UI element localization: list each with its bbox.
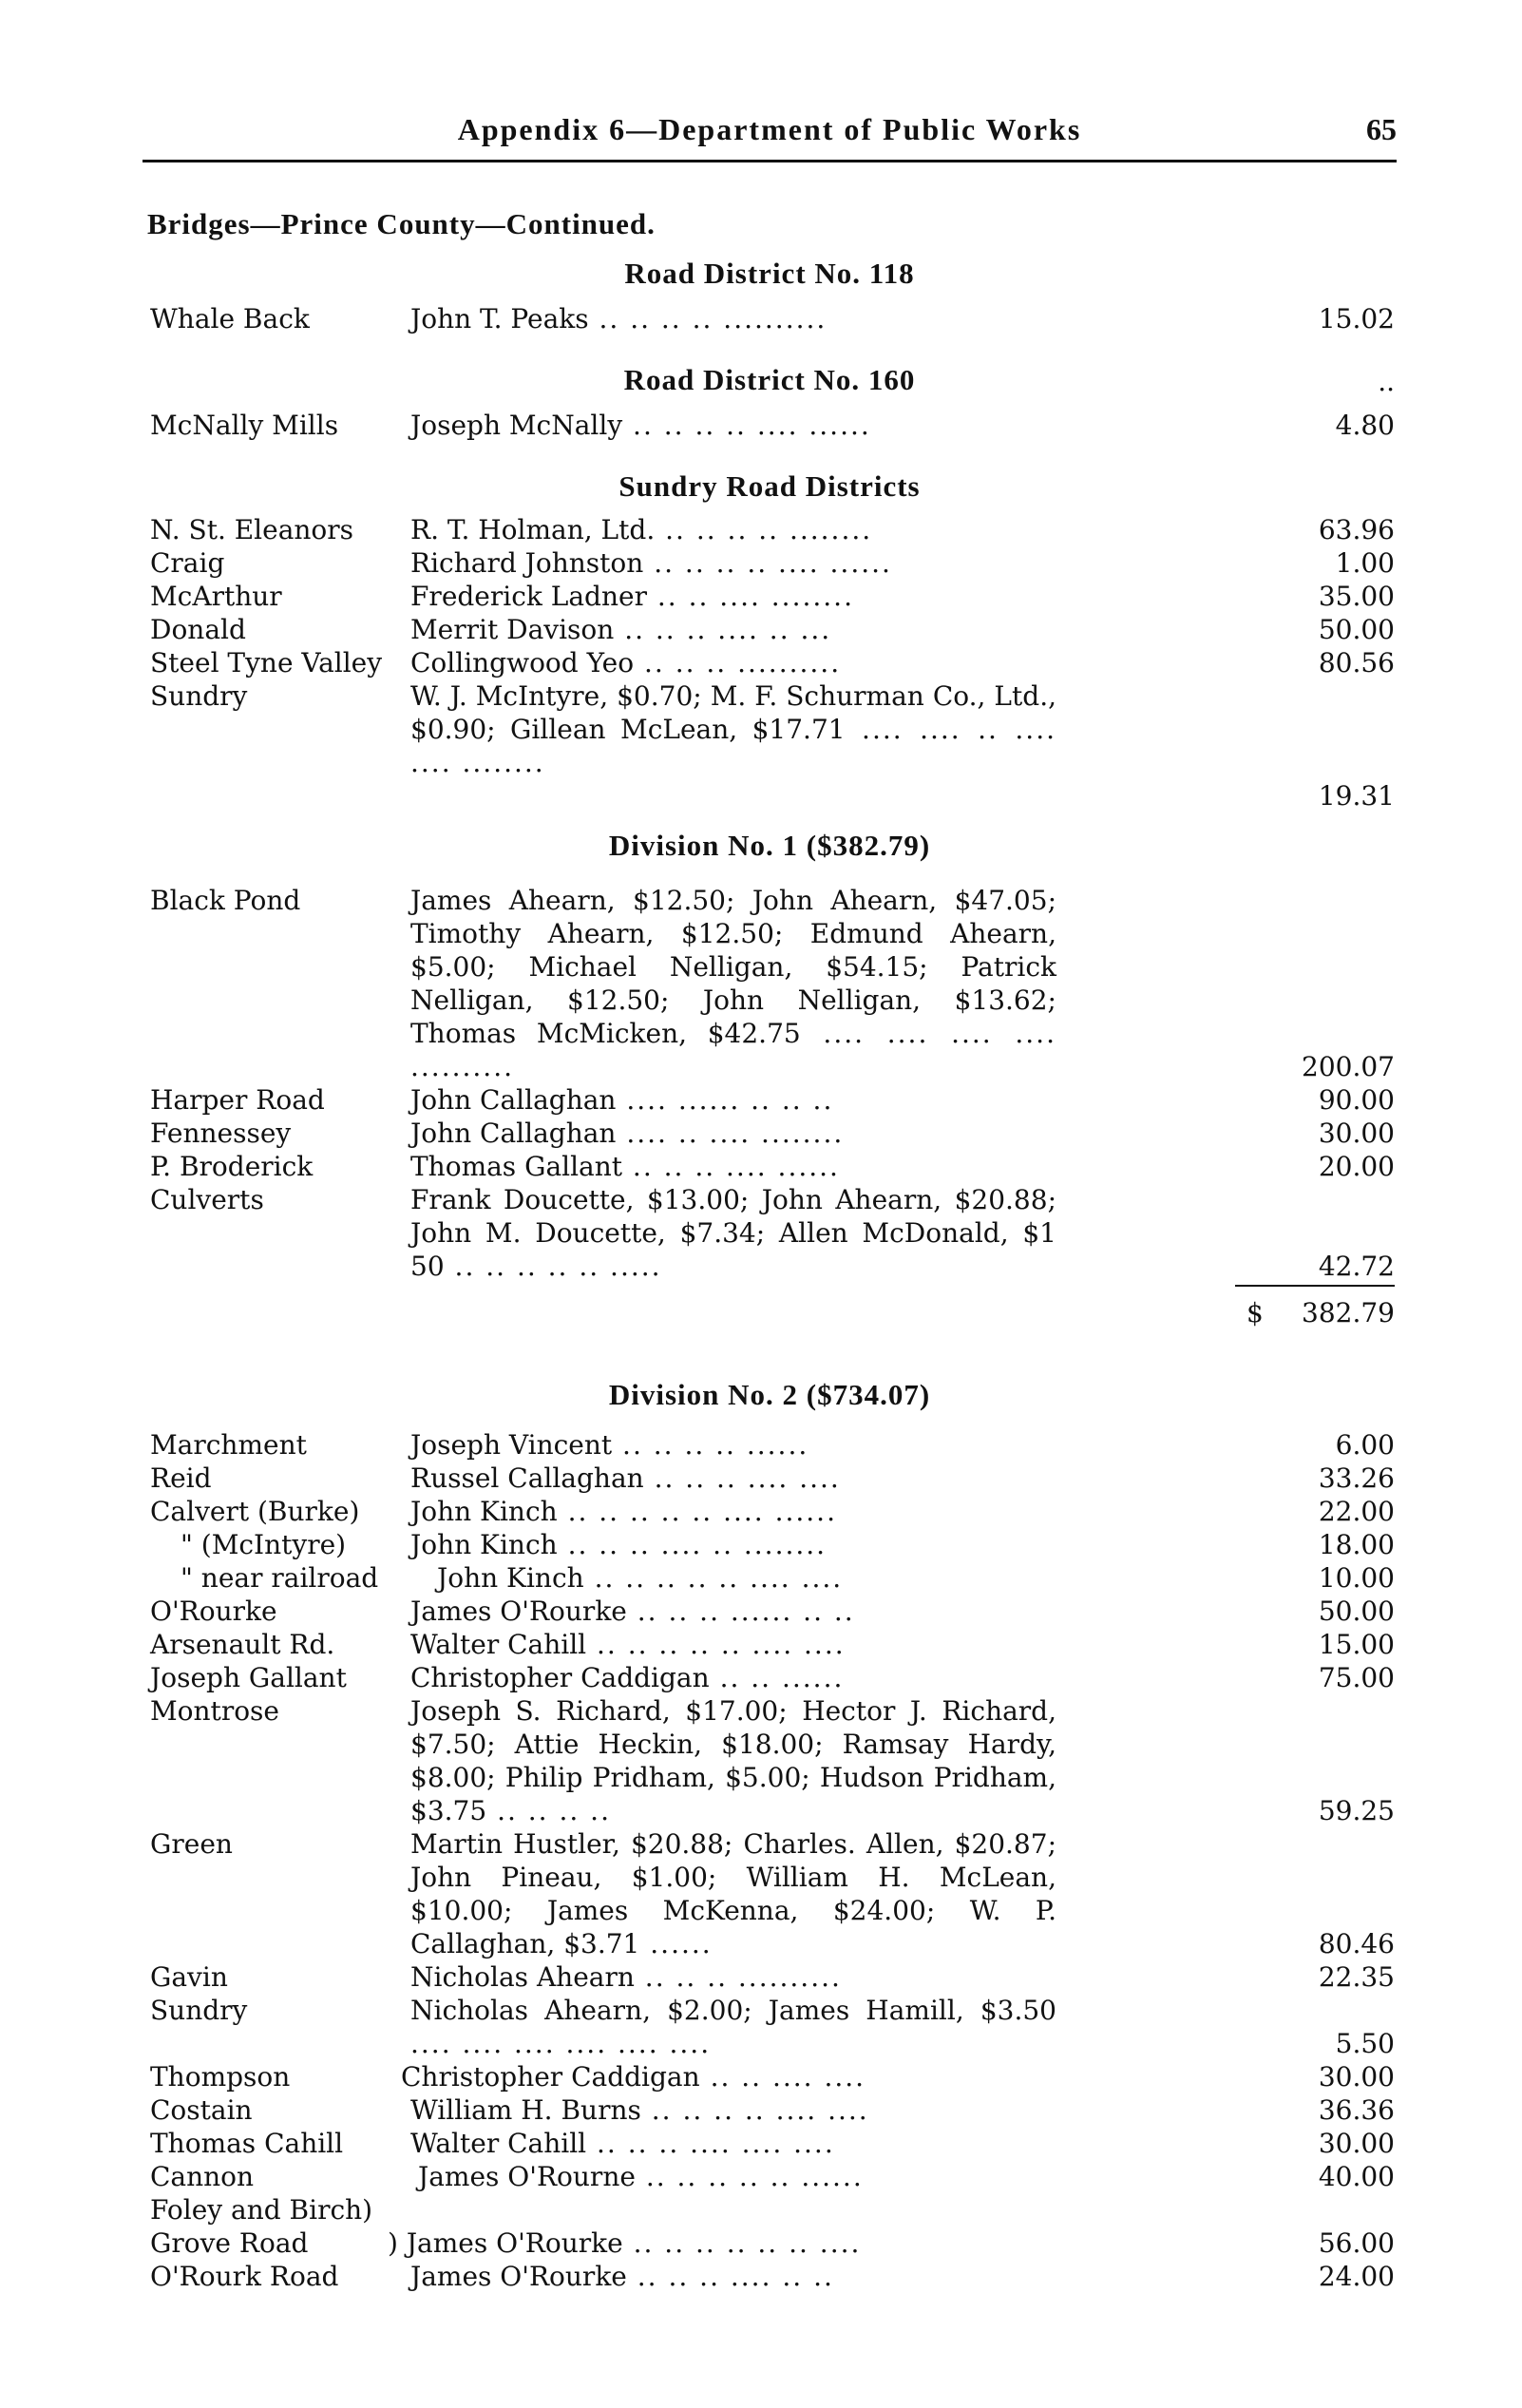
table-row xyxy=(0,679,1522,812)
table-row xyxy=(0,1117,1522,1150)
amount: 18.00 xyxy=(1318,1529,1395,1560)
table-row xyxy=(0,1495,1522,1528)
table-row xyxy=(0,1183,1522,1283)
table-row xyxy=(0,646,1522,679)
payee: Walter Cahill .. .. .. .... .... .... xyxy=(410,2128,835,2159)
table-row xyxy=(0,1694,1522,1827)
place-name: Harper Road xyxy=(150,1084,325,1116)
payee: Collingwood Yeo .. .. .. .......... xyxy=(410,647,842,678)
div2-rows xyxy=(0,1428,1522,2293)
section-heading-rd118: Road District No. 118 xyxy=(624,257,915,290)
amount: 42.72 xyxy=(1318,1251,1395,1282)
table-row xyxy=(0,2260,1522,2293)
place-name: Marchment xyxy=(150,1429,307,1461)
place-name: Reid xyxy=(150,1462,212,1494)
place-name: Fennessey xyxy=(150,1118,292,1149)
payee: ) James O'Rourke .. .. .. .. .. .. .... xyxy=(388,2227,862,2259)
table-row xyxy=(0,2127,1522,2160)
amount: 30.00 xyxy=(1318,1118,1395,1149)
table-row xyxy=(0,546,1522,580)
amount: 22.35 xyxy=(1318,1961,1395,1993)
amount: 50.00 xyxy=(1318,614,1395,645)
amount: 200.07 xyxy=(1302,1051,1395,1082)
sum-rule xyxy=(1235,1285,1395,1287)
sundry-rows xyxy=(0,513,1522,812)
payee: William H. Burns .. .. .. .. .... .... xyxy=(410,2094,869,2126)
section-heading-div2: Division No. 2 ($734.07) xyxy=(608,1378,931,1411)
payee: Richard Johnston .. .. .. .. .... ...... xyxy=(410,547,892,579)
amount: 24.00 xyxy=(1318,2261,1395,2292)
table-row xyxy=(0,302,1522,335)
amount: 30.00 xyxy=(1318,2061,1395,2093)
place-name: Whale Back xyxy=(150,303,310,334)
payee: Joseph Vincent .. .. .. .. ...... xyxy=(410,1429,809,1461)
amount: 4.80 xyxy=(1335,410,1395,441)
table-row xyxy=(0,1083,1522,1117)
amount: 80.56 xyxy=(1318,647,1395,678)
amount: 40.00 xyxy=(1318,2161,1395,2192)
ditto-marker: .. xyxy=(1378,366,1395,397)
table-row xyxy=(0,1150,1522,1183)
place-name: " near railroad xyxy=(181,1562,379,1594)
payee: Thomas Gallant .. .. .. .... ...... xyxy=(410,1151,840,1182)
rd118-rows xyxy=(0,302,1522,335)
place-name: P. Broderick xyxy=(150,1151,314,1182)
place-name: N. St. Eleanors xyxy=(150,514,354,545)
table-row xyxy=(0,1960,1522,1994)
page-number: 65 xyxy=(1366,112,1397,146)
amount: 6.00 xyxy=(1335,1429,1395,1461)
payee: Nicholas Ahearn, $2.00; James Hamill, $3.50 .... .... .... .... .... .... xyxy=(410,1995,1056,2059)
payee: Frank Doucette, $13.00; John Ahearn, $20.88; John M. Doucette, $7.34; Allen McDonald, $1 50 .. .. .. .. .. ..... xyxy=(410,1184,1056,1282)
amount: 59.25 xyxy=(1318,1795,1395,1826)
place-name: McArthur xyxy=(150,581,282,612)
payee: John Kinch .. .. .. .... .. ........ xyxy=(410,1529,828,1560)
rd160-rows xyxy=(0,409,1522,442)
payee: W. J. McIntyre, $0.70; M. F. Schurman Co., Ltd., $0.90; Gillean McLean, $17.71 .... .... .. .... .... ........ xyxy=(410,680,1056,778)
place-name: Foley and Birch) xyxy=(150,2194,373,2226)
place-name: Sundry xyxy=(150,1995,248,2026)
payee: Merrit Davison .. .. .. .... .. ... xyxy=(410,614,832,645)
table-row xyxy=(0,1428,1522,1462)
amount: 33.26 xyxy=(1318,1462,1395,1494)
place-name: Costain xyxy=(150,2094,253,2126)
amount: 19.31 xyxy=(1318,780,1395,812)
amount: 36.36 xyxy=(1318,2094,1395,2126)
payee: Joseph McNally .. .. .. .. .... ...... xyxy=(410,410,871,441)
amount: 35.00 xyxy=(1318,581,1395,612)
payee: Martin Hustler, $20.88; Charles. Allen, $20.87; John Pineau, $1.00; William H. McLean, $10.00; James McKenna, $24.00; W. P. Callaghan, $3.71 ...... xyxy=(410,1828,1056,1959)
place-name: Gavin xyxy=(150,1961,228,1993)
table-row xyxy=(0,1462,1522,1495)
table-row xyxy=(0,409,1522,442)
place-name: Green xyxy=(150,1828,233,1860)
amount: 90.00 xyxy=(1318,1084,1395,1116)
payee: James O'Rourne .. .. .. .. .. ...... xyxy=(418,2161,864,2192)
place-name: Montrose xyxy=(150,1695,279,1727)
amount: 15.00 xyxy=(1318,1629,1395,1660)
table-row xyxy=(0,1561,1522,1595)
amount: 75.00 xyxy=(1318,1662,1395,1693)
payee: John Kinch .. .. .. .. .. .... .... xyxy=(437,1562,844,1594)
payee: James O'Rourke .. .. .. .... .. .. xyxy=(410,2261,834,2292)
table-row xyxy=(0,580,1522,613)
amount: 50.00 xyxy=(1318,1596,1395,1627)
place-name: Grove Road xyxy=(150,2227,309,2259)
payee: James O'Rourke .. .. .. ...... .. .. xyxy=(410,1596,855,1627)
payee: Russel Callaghan .. .. .. .... .... xyxy=(410,1462,841,1494)
amount: 15.02 xyxy=(1318,303,1395,334)
place-name: Cannon xyxy=(150,2161,255,2192)
payee: John T. Peaks .. .. .. .. .......... xyxy=(410,303,828,334)
table-row xyxy=(0,1827,1522,1960)
payee: Frederick Ladner .. .. .... ........ xyxy=(410,581,854,612)
place-name: Black Pond xyxy=(150,885,301,916)
header-rule xyxy=(143,160,1397,162)
table-row xyxy=(0,1661,1522,1694)
section-heading-div1: Division No. 1 ($382.79) xyxy=(608,829,931,862)
place-name: Steel Tyne Valley xyxy=(150,647,383,678)
table-row xyxy=(0,2226,1522,2260)
amount: 80.46 xyxy=(1318,1928,1395,1959)
table-row xyxy=(0,1595,1522,1628)
table-row xyxy=(0,1994,1522,2060)
table-row xyxy=(0,1628,1522,1661)
payee: John Callaghan .... .. .... ........ xyxy=(410,1118,845,1149)
place-name: Thomas Cahill xyxy=(150,2128,344,2159)
place-name: Thompson xyxy=(150,2061,291,2093)
amount: 56.00 xyxy=(1318,2227,1395,2259)
place-name: " (McIntyre) xyxy=(181,1529,347,1560)
place-name: McNally Mills xyxy=(150,410,339,441)
payee: Nicholas Ahearn .. .. .. .......... xyxy=(410,1961,842,1993)
table-row xyxy=(0,2093,1522,2127)
running-head: Appendix 6—Department of Public Works xyxy=(457,112,1082,146)
place-name: Arsenault Rd. xyxy=(150,1629,335,1660)
amount: 5.50 xyxy=(1335,2028,1395,2059)
amount: 30.00 xyxy=(1318,2128,1395,2159)
table-row xyxy=(0,2060,1522,2093)
table-row xyxy=(0,2193,1522,2226)
table-row xyxy=(0,2160,1522,2193)
payee: Christopher Caddigan .. .. ...... xyxy=(410,1662,845,1693)
amount: 1.00 xyxy=(1335,547,1395,579)
place-name: O'Rourke xyxy=(150,1596,277,1627)
payee: R. T. Holman, Ltd. .. .. .. .. ........ xyxy=(410,514,873,545)
place-name: Donald xyxy=(150,614,246,645)
div1-rows xyxy=(0,884,1522,1283)
amount: 63.96 xyxy=(1318,514,1395,545)
place-name: Craig xyxy=(150,547,225,579)
amount: 22.00 xyxy=(1318,1496,1395,1527)
payee: Walter Cahill .. .. .. .. .. .... .... xyxy=(410,1629,846,1660)
payee: Christopher Caddigan .. .. .... .... xyxy=(401,2061,866,2093)
payee: John Kinch .. .. .. .. .. .... ...... xyxy=(410,1496,837,1527)
table-row xyxy=(0,884,1522,1083)
place-name: O'Rourk Road xyxy=(150,2261,339,2292)
payee: John Callaghan .... ...... .. .. .. xyxy=(410,1084,834,1116)
payee: Joseph S. Richard, $17.00; Hector J. Richard, $7.50; Attie Heckin, $18.00; Ramsay Hardy, $8.00; Philip Pridham, $5.00; Hudson Pridham, $3.75 .. .. .. .. xyxy=(410,1695,1056,1826)
table-row xyxy=(0,1528,1522,1561)
table-row xyxy=(0,613,1522,646)
place-name: Calvert (Burke) xyxy=(150,1496,360,1527)
section-heading-sundry: Sundry Road Districts xyxy=(618,469,921,503)
section-heading-rd160: Road District No. 160 xyxy=(623,363,916,396)
place-name: Sundry xyxy=(150,680,248,712)
place-name: Joseph Gallant xyxy=(150,1662,347,1693)
table-row xyxy=(0,513,1522,546)
amount: 20.00 xyxy=(1318,1151,1395,1182)
amount: 10.00 xyxy=(1318,1562,1395,1594)
total-value: 382.79 xyxy=(1302,1297,1395,1328)
payee: James Ahearn, $12.50; John Ahearn, $47.05; Timothy Ahearn, $12.50; Edmund Ahearn, $5.00; Michael Nelligan, $54.15; Patrick Nelligan, $12.50; John Nelligan, $13.62; Thomas McMicken, $42.75 .... .... .... .... .......... xyxy=(410,885,1056,1082)
continued-title: Bridges—Prince County—Continued. xyxy=(147,207,656,240)
place-name: Culverts xyxy=(150,1184,264,1215)
currency-sign: $ xyxy=(1246,1297,1264,1328)
